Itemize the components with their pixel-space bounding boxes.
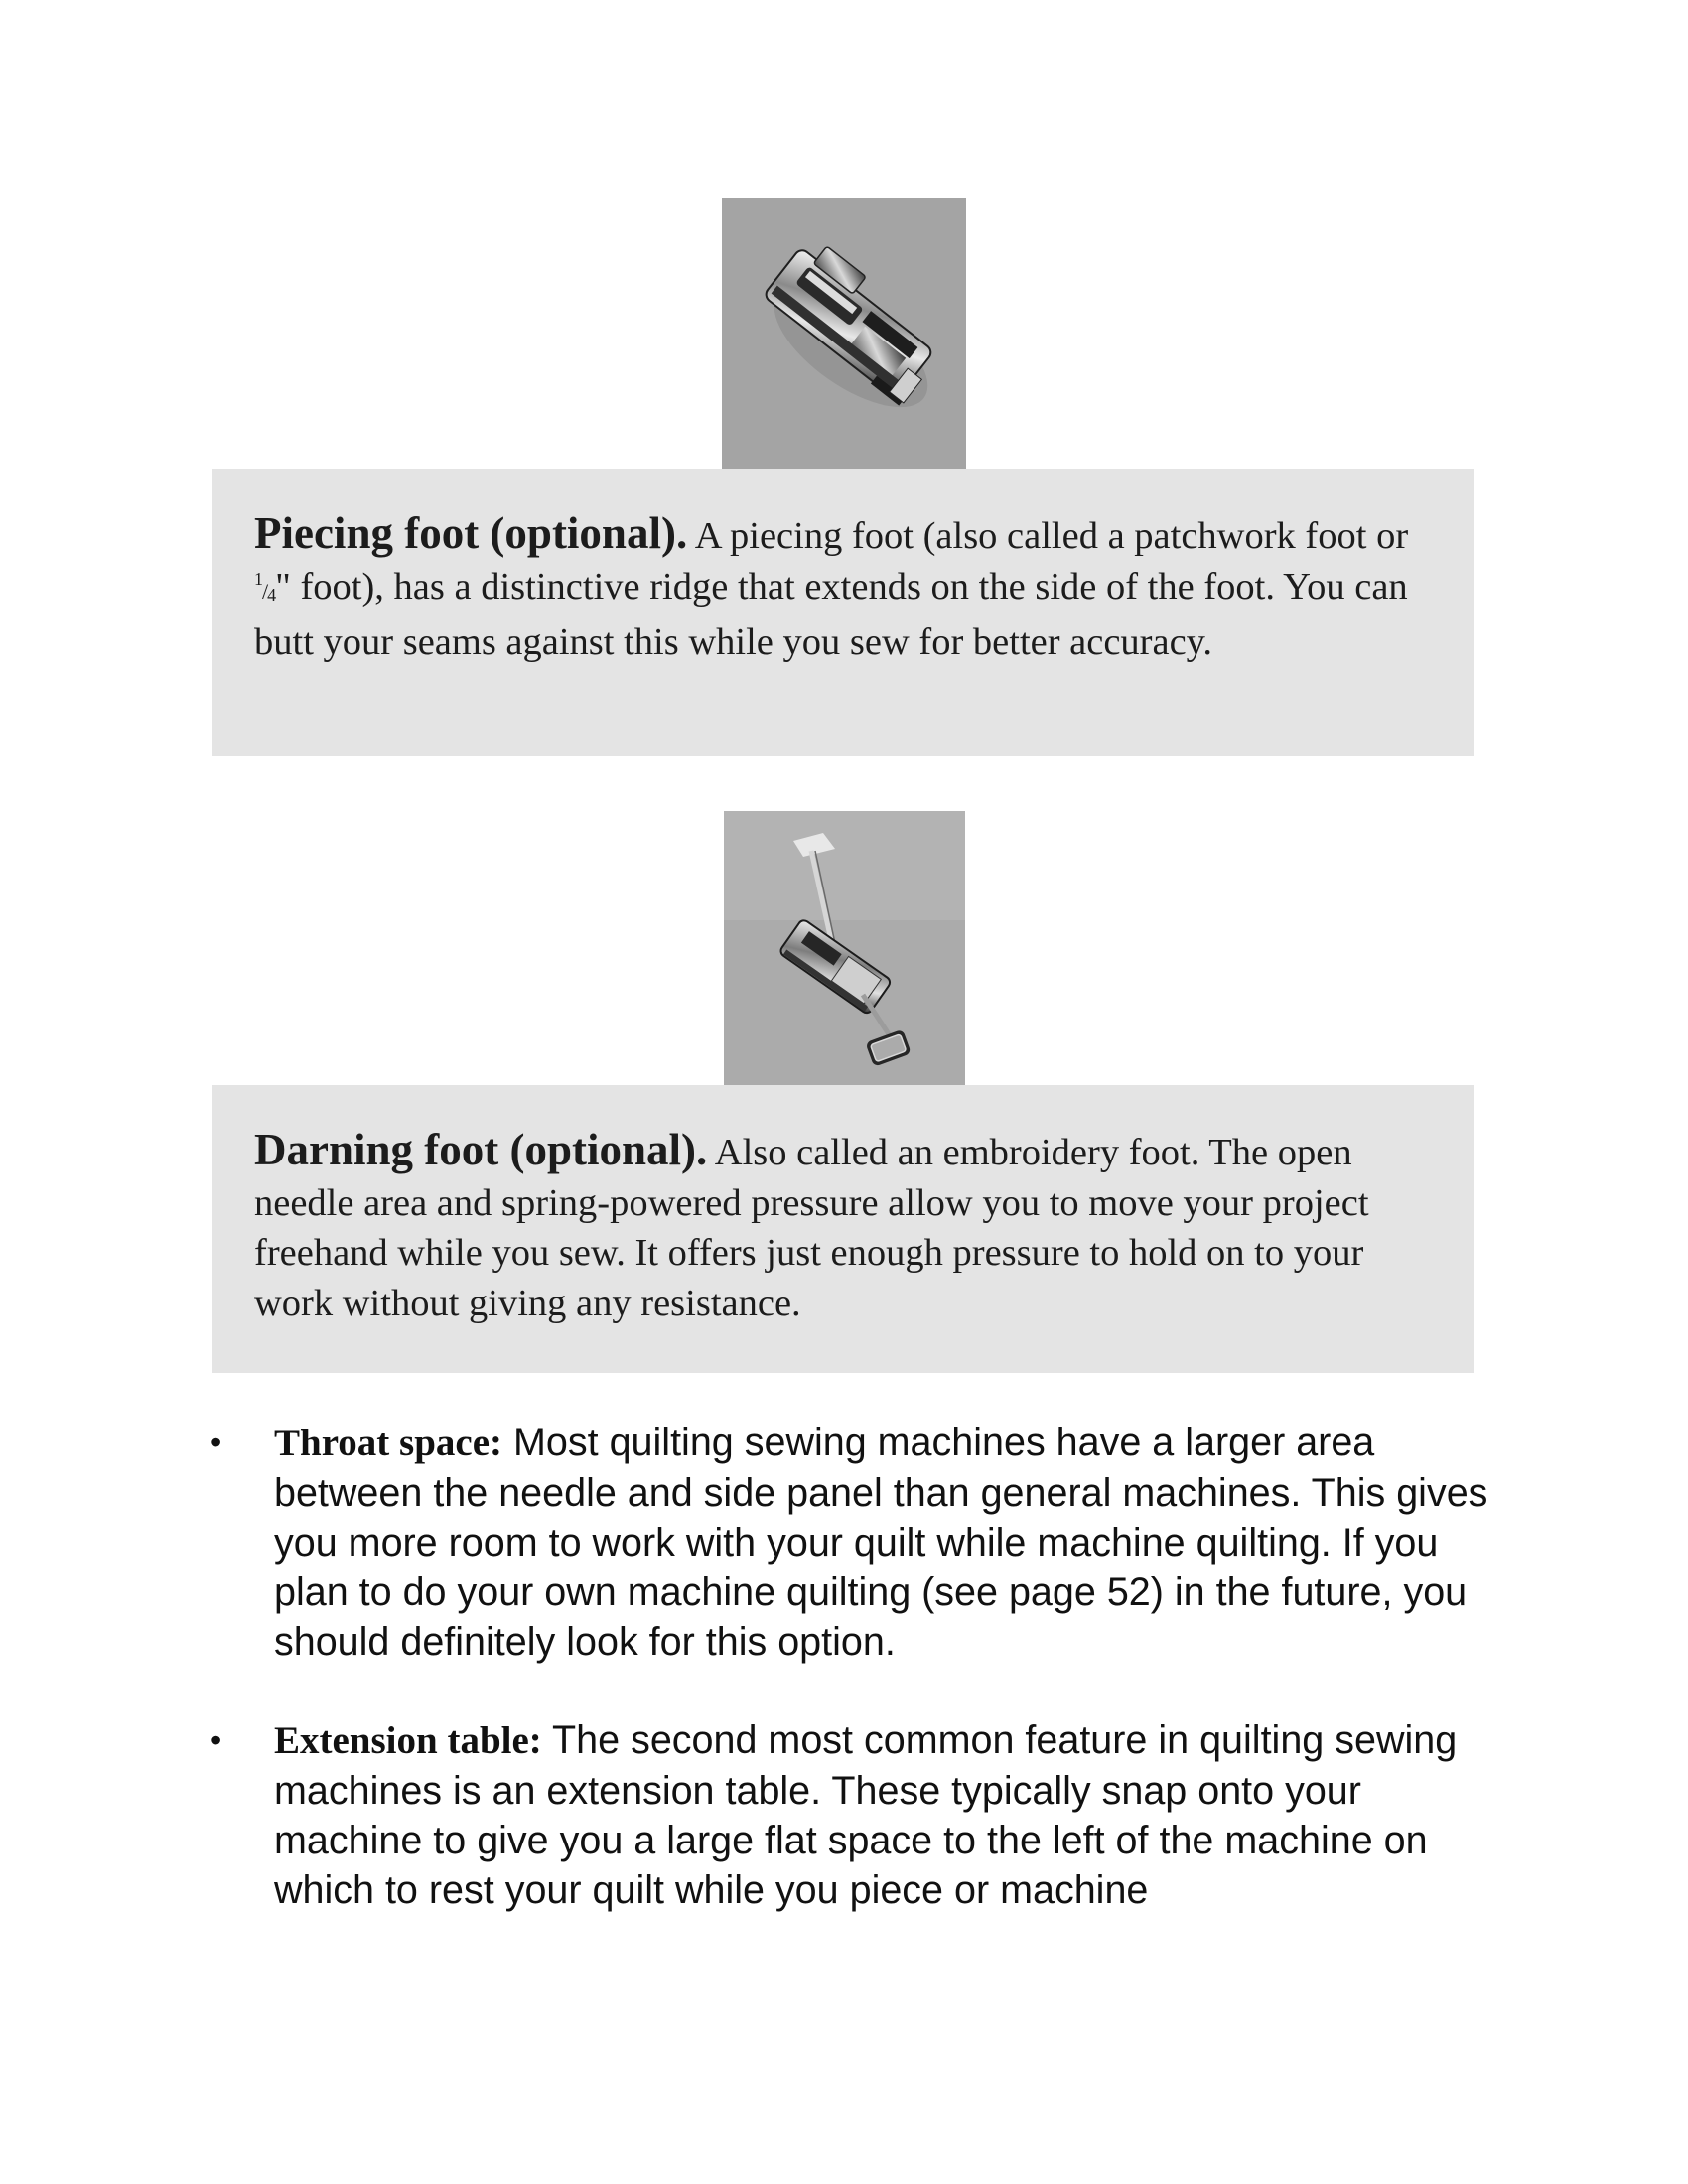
- piecing-foot-text-1: A piecing foot (also called a patchwork foot or: [687, 515, 1409, 557]
- bullet-text: Most quilting sewing machines have a larger area between the needle and side panel than general machines. This gives you more room to work with your quilt while machine quilting. If you plan to do your own machine quilting (see page 52) in the future, you should definitely look for this option.: [274, 1421, 1488, 1664]
- piecing-foot-text-2: " foot), has a distinctive ridge that extends on the side of the foot. You can butt your seams against this while you sew for better accuracy.: [254, 565, 1408, 663]
- darning-foot-description: [254, 1125, 1432, 1328]
- fraction-slash: /: [262, 578, 268, 604]
- list-item-extension-table: [211, 1715, 1491, 1915]
- darning-foot-title: Darning foot (optional).: [254, 1125, 708, 1174]
- piecing-foot-title: Piecing foot (optional).: [254, 508, 688, 558]
- piecing-foot-image: [722, 198, 966, 469]
- list-item-throat-space: [211, 1418, 1491, 1667]
- fraction-denominator: 4: [267, 584, 276, 605]
- darning-foot-image: [724, 811, 965, 1085]
- fraction-numerator: 1: [254, 568, 262, 589]
- piecing-foot-description: [254, 508, 1432, 668]
- piecing-foot-photo: [722, 198, 966, 469]
- bullet-text: The second most common feature in quilting sewing machines is an extension table. These typically snap onto your machine to give you a large flat space to the left of the machine on which to rest your quilt while you piece or machine: [274, 1718, 1458, 1912]
- quarter-inch-fraction: [254, 568, 276, 605]
- darning-foot-photo: [724, 811, 965, 1085]
- piecing-foot-callout: [212, 469, 1474, 756]
- darning-foot-callout: [212, 1085, 1474, 1373]
- bullet-term: Extension table:: [274, 1719, 542, 1762]
- feature-list: [211, 1418, 1491, 1915]
- bullet-term: Throat space:: [274, 1422, 503, 1464]
- bullet-icon: •: [211, 1722, 222, 1758]
- darning-foot-text: Also called an embroidery foot. The open needle area and spring-powered pressure allow you to move your project freehand while you sew. It offers just enough pressure to hold on to your work without giving any resistance.: [254, 1132, 1369, 1324]
- bullet-icon: •: [211, 1425, 222, 1460]
